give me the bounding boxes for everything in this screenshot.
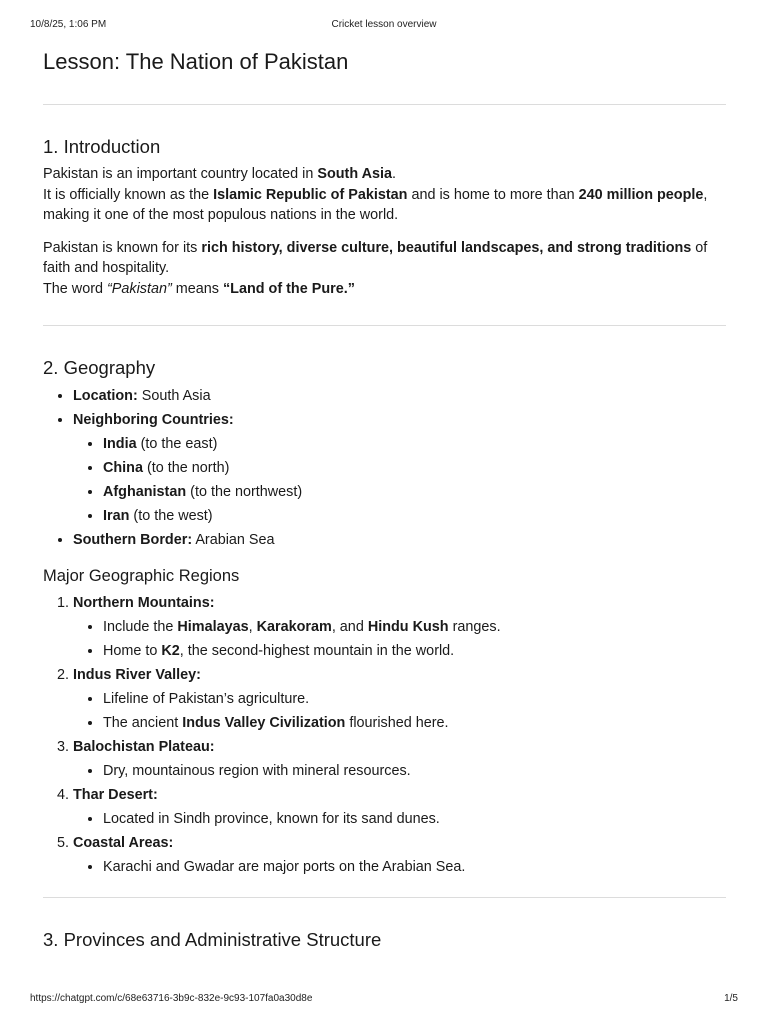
- list-item: • Located in Sindh province, known for its sand dunes.: [103, 809, 726, 830]
- list-item-southern-border: • Southern Border: Arabian Sea: [73, 530, 726, 551]
- list-item: • Lifeline of Pakistan’s agriculture.: [103, 689, 726, 710]
- list-item: • Afghanistan (to the northwest): [103, 482, 726, 503]
- page-number: 1/5: [724, 993, 738, 1004]
- list-item: • Home to K2, the second-highest mountain in the world.: [103, 641, 726, 662]
- print-doc-title: Cricket lesson overview: [331, 19, 437, 30]
- list-item: • Dry, mountainous region with mineral resources.: [103, 761, 726, 782]
- list-item-neighbors: • Neighboring Countries: • India (to the east) • China (to the north) • Afghanistan (to the northwest) • Iran (to the west): [73, 410, 726, 527]
- section-heading-introduction: 1. Introduction: [43, 136, 161, 157]
- region-item: 5. Coastal Areas: • Karachi and Gwadar are major ports on the Arabian Sea.: [73, 833, 726, 878]
- page-title: Lesson: The Nation of Pakistan: [43, 49, 349, 74]
- section-heading-provinces: 3. Provinces and Administrative Structure: [43, 929, 382, 950]
- region-item: 4. Thar Desert: • Located in Sindh province, known for its sand dunes.: [73, 785, 726, 830]
- print-footer: [30, 993, 738, 1007]
- intro-paragraph-1: Pakistan is an important country located in South Asia. It is officially known as the Islamic Republic of Pakistan and is home to more than 240 million people, making it one of the most populous nations in the world.: [43, 166, 708, 223]
- section-geography: [43, 356, 726, 877]
- list-item: • Include the Himalayas, Karakoram, and Hindu Kush ranges.: [103, 617, 726, 638]
- region-item: 1. Northern Mountains: • Include the Himalayas, Karakoram, and Hindu Kush ranges. • Home to K2, the second-highest mountain in the world.: [73, 593, 726, 662]
- section-heading-geography: 2. Geography: [43, 357, 156, 378]
- print-header: [30, 19, 738, 33]
- intro-paragraph-2: Pakistan is known for its rich history, diverse culture, beautiful landscapes, and strong traditions of faith and hospitality. The word “Pakistan” means “Land of the Pure.”: [43, 239, 708, 297]
- list-item: • Iran (to the west): [103, 506, 726, 527]
- list-item: • China (to the north): [103, 458, 726, 479]
- region-item: 3. Balochistan Plateau: • Dry, mountainous region with mineral resources.: [73, 737, 726, 782]
- divider: [43, 325, 726, 326]
- geography-list: [43, 386, 726, 551]
- neighbors-list: [73, 434, 726, 527]
- regions-list: [43, 593, 726, 878]
- lesson-content: [43, 44, 726, 952]
- section-provinces: [43, 928, 726, 952]
- list-item-location: • Location: South Asia: [73, 386, 726, 407]
- list-item: • The ancient Indus Valley Civilization flourished here.: [103, 713, 726, 734]
- list-item: • India (to the east): [103, 434, 726, 455]
- section-introduction: [43, 135, 726, 299]
- region-item: 2. Indus River Valley: • Lifeline of Pakistan’s agriculture. • The ancient Indus Valley Civilization flourished here.: [73, 665, 726, 734]
- print-date: 10/8/25, 1:06 PM: [30, 19, 107, 30]
- divider: [43, 897, 726, 898]
- list-item: • Karachi and Gwadar are major ports on the Arabian Sea.: [103, 857, 726, 878]
- divider: [43, 104, 726, 105]
- print-url: https://chatgpt.com/c/68e63716-3b9c-832e-9c93-107fa0a30d8e: [30, 993, 313, 1004]
- subsection-heading-regions: Major Geographic Regions: [43, 566, 240, 585]
